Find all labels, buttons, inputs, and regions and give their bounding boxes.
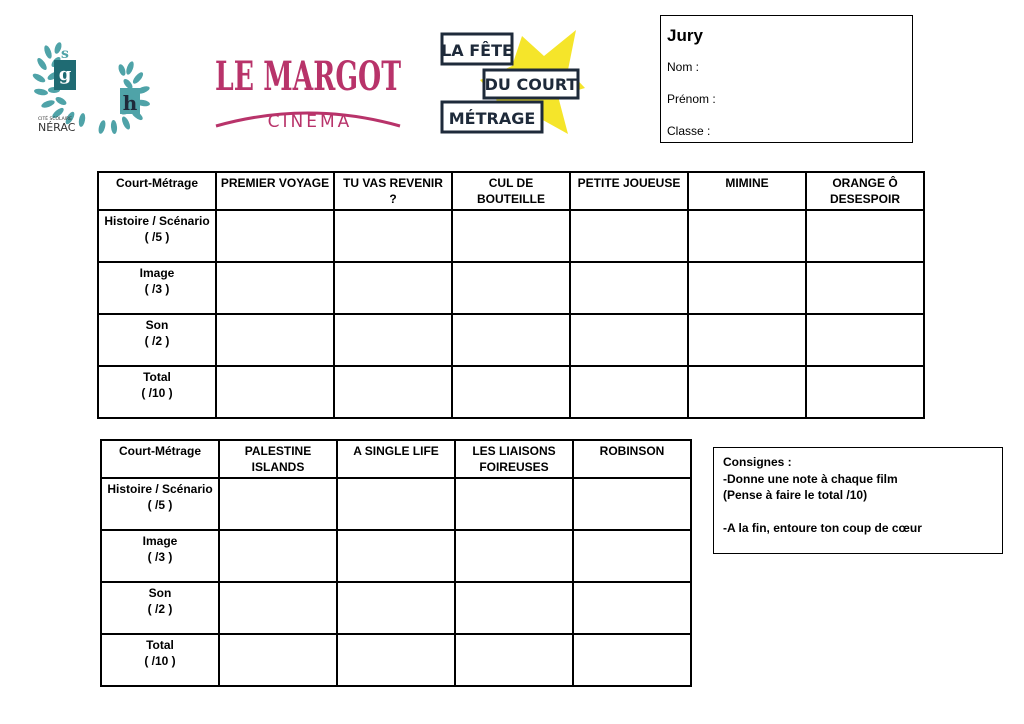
score-cell[interactable]	[806, 262, 924, 314]
score-cell[interactable]	[334, 314, 452, 366]
svg-text:h: h	[122, 91, 138, 115]
score-cell[interactable]	[570, 314, 688, 366]
criterion-row-image	[98, 262, 924, 314]
criterion-row-histoire	[98, 210, 924, 262]
criterion-row-son	[101, 582, 691, 634]
svg-text:LA FÊTE: LA FÊTE	[441, 41, 513, 60]
instruction-line: -A la fin, entoure ton coup de cœur	[723, 520, 922, 535]
score-cell[interactable]	[688, 314, 806, 366]
svg-text:CINEMA: CINEMA	[267, 112, 353, 132]
score-cell[interactable]	[452, 210, 570, 262]
film-header: ROBINSON	[573, 440, 691, 478]
criterion-row-total	[101, 634, 691, 686]
row-label: Total ( /10 )	[98, 366, 216, 418]
score-cell[interactable]	[337, 530, 455, 582]
svg-text:s: s	[61, 46, 69, 62]
score-cell[interactable]	[573, 530, 691, 582]
score-cell[interactable]	[806, 210, 924, 262]
svg-text:CITÉ SCOLAIRE: CITÉ SCOLAIRE	[38, 117, 73, 122]
score-cell[interactable]	[219, 530, 337, 582]
cite-scolaire-nerac-logo	[30, 30, 175, 140]
score-cell[interactable]	[216, 210, 334, 262]
score-cell[interactable]	[337, 582, 455, 634]
score-cell[interactable]	[452, 262, 570, 314]
film-header: CUL DE BOUTEILLE	[452, 172, 570, 210]
instruction-line: -Donne une note à chaque film	[723, 471, 898, 486]
score-cell[interactable]	[334, 366, 452, 418]
score-cell[interactable]	[688, 210, 806, 262]
score-cell[interactable]	[455, 582, 573, 634]
header-row	[98, 172, 924, 210]
criterion-row-total	[98, 366, 924, 418]
instructions-box	[713, 447, 1003, 554]
score-cell[interactable]	[216, 366, 334, 418]
film-header: PETITE JOUEUSE	[570, 172, 688, 210]
criterion-row-son	[98, 314, 924, 366]
film-header: TU VAS REVENIR ?	[334, 172, 452, 210]
corner-cell: Court-Métrage	[98, 172, 216, 210]
film-header: A SINGLE LIFE	[337, 440, 455, 478]
row-label: Total ( /10 )	[101, 634, 219, 686]
score-cell[interactable]	[337, 478, 455, 530]
score-cell[interactable]	[219, 634, 337, 686]
score-cell[interactable]	[573, 582, 691, 634]
svg-text:MÉTRAGE: MÉTRAGE	[448, 109, 536, 128]
criterion-row-image	[101, 530, 691, 582]
svg-text:g: g	[58, 64, 72, 85]
score-cell[interactable]	[806, 314, 924, 366]
score-cell[interactable]	[216, 314, 334, 366]
score-cell[interactable]	[455, 530, 573, 582]
film-header: MIMINE	[688, 172, 806, 210]
score-cell[interactable]	[334, 210, 452, 262]
score-cell[interactable]	[216, 262, 334, 314]
row-label: Image ( /3 )	[101, 530, 219, 582]
score-cell[interactable]	[573, 478, 691, 530]
row-label: Histoire / Scénario ( /5 )	[101, 478, 219, 530]
rating-table-1	[97, 171, 925, 419]
svg-text:LE MARGOT: LE MARGOT	[215, 53, 402, 100]
score-cell[interactable]	[806, 366, 924, 418]
classe-field[interactable]: Classe :	[667, 124, 711, 138]
score-cell[interactable]	[455, 634, 573, 686]
jury-box	[660, 15, 913, 143]
corner-cell: Court-Métrage	[101, 440, 219, 478]
row-label: Son ( /2 )	[101, 582, 219, 634]
row-label: Histoire / Scénario ( /5 )	[98, 210, 216, 262]
criterion-row-histoire	[101, 478, 691, 530]
score-cell[interactable]	[452, 314, 570, 366]
row-label: Son ( /2 )	[98, 314, 216, 366]
score-cell[interactable]	[337, 634, 455, 686]
svg-text:DU COURT: DU COURT	[484, 75, 578, 94]
score-cell[interactable]	[570, 210, 688, 262]
jury-title: Jury	[667, 26, 703, 45]
score-cell[interactable]	[334, 262, 452, 314]
film-header: PREMIER VOYAGE	[216, 172, 334, 210]
svg-text:NÉRAC: NÉRAC	[38, 121, 76, 134]
le-margot-cinema-logo	[208, 38, 408, 133]
prenom-field[interactable]: Prénom :	[667, 92, 716, 106]
rating-table-2	[100, 439, 692, 687]
instruction-line: (Pense à faire le total /10)	[723, 488, 868, 502]
score-cell[interactable]	[219, 582, 337, 634]
score-cell[interactable]	[570, 262, 688, 314]
row-label: Image ( /3 )	[98, 262, 216, 314]
nom-field[interactable]: Nom :	[667, 60, 700, 74]
score-cell[interactable]	[452, 366, 570, 418]
score-cell[interactable]	[573, 634, 691, 686]
film-header: LES LIAISONS FOIREUSES	[455, 440, 573, 478]
score-cell[interactable]	[688, 366, 806, 418]
score-cell[interactable]	[219, 478, 337, 530]
film-header: PALESTINE ISLANDS	[219, 440, 337, 478]
fete-du-court-metrage-logo	[440, 30, 585, 135]
score-cell[interactable]	[455, 478, 573, 530]
score-cell[interactable]	[570, 366, 688, 418]
header-row	[101, 440, 691, 478]
instructions-title: Consignes :	[723, 455, 792, 469]
score-cell[interactable]	[688, 262, 806, 314]
film-header: ORANGE Ô DESESPOIR	[806, 172, 924, 210]
